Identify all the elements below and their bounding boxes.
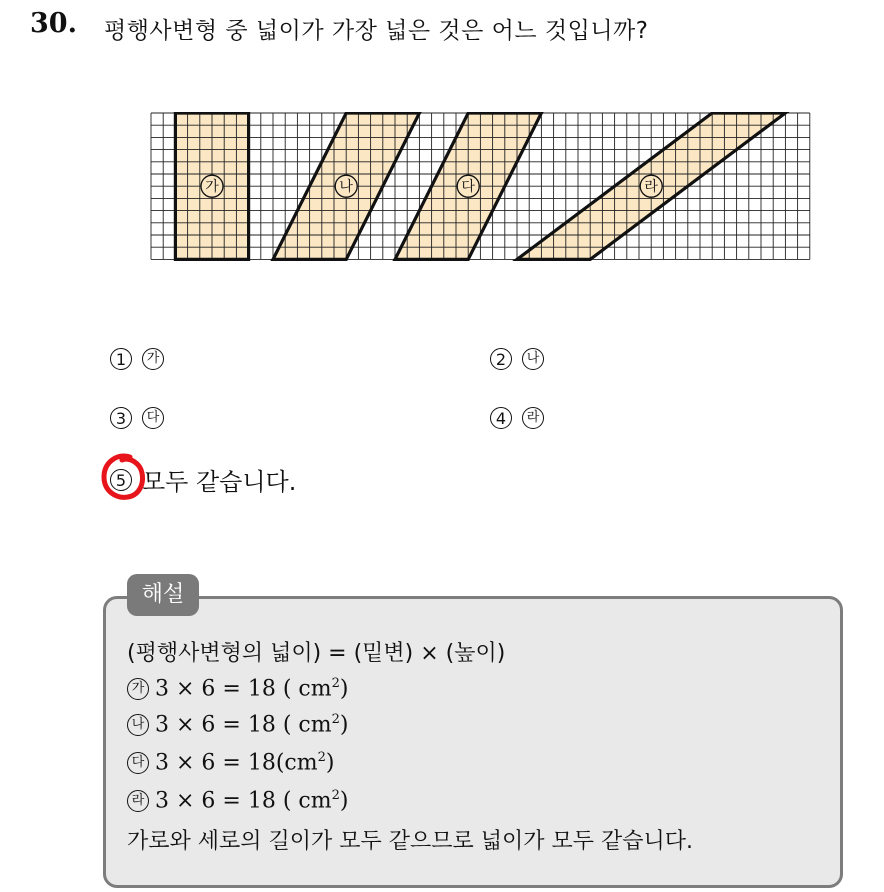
- choice-label-da: 다: [142, 407, 164, 429]
- question-number: 30.: [30, 8, 77, 39]
- explanation-formula: (평행사변형의 넓이) = (밑변) × (높이): [127, 641, 506, 666]
- choice-2[interactable]: [490, 348, 544, 370]
- choice-number-1: 1: [110, 348, 132, 370]
- choice-label-na: 나: [522, 348, 544, 370]
- explanation-line-ra: 라 3 × 6 = 18 ( $cm^2$): [127, 788, 348, 813]
- explanation-label-ra: 라: [127, 790, 149, 812]
- choice-label-ga: 가: [142, 348, 164, 370]
- explanation-line-na: 나 3 × 6 = 18 ( $cm^2$): [127, 712, 348, 737]
- shape-label-text-da: 다: [461, 179, 475, 196]
- choice-number-5: 5: [110, 469, 132, 491]
- shape-label-text-na: 나: [339, 179, 353, 196]
- choice-text-5: 모두 같습니다.: [142, 468, 297, 496]
- choice-number-4: 4: [490, 407, 512, 429]
- shape-label-text-ra: 라: [644, 179, 658, 196]
- shape-label-da: [457, 175, 479, 197]
- question-text: 평행사변형 중 넓이가 가장 넓은 것은 어느 것입니까?: [104, 18, 649, 44]
- explanation-conclusion: 가로와 세로의 길이가 모두 같으므로 넓이가 모두 같습니다.: [127, 829, 693, 854]
- parallelogram-figure: [150, 112, 812, 264]
- explanation-tag: 해설: [127, 574, 199, 616]
- choice-label-ra: 라: [522, 407, 544, 429]
- choice-1[interactable]: [110, 348, 164, 370]
- explanation-label-ga: 가: [127, 678, 149, 700]
- shape-label-ga: [201, 175, 223, 197]
- explanation-label-da: 다: [127, 752, 149, 774]
- choice-number-3: 3: [110, 407, 132, 429]
- choice-4[interactable]: [490, 407, 544, 429]
- explanation-label-na: 나: [127, 714, 149, 736]
- shape-label-na: [335, 175, 357, 197]
- choice-3[interactable]: [110, 407, 164, 429]
- choice-number-2: 2: [490, 348, 512, 370]
- answer-mark-icon: [100, 451, 146, 503]
- shape-label-ra: [640, 175, 662, 197]
- explanation-line-ga: 가 3 × 6 = 18 ( $cm^2$): [127, 676, 348, 701]
- explanation-line-da: 다 $3 \times 6 = 18(cm^2)$: [127, 750, 334, 775]
- shape-label-text-ga: 가: [205, 179, 219, 196]
